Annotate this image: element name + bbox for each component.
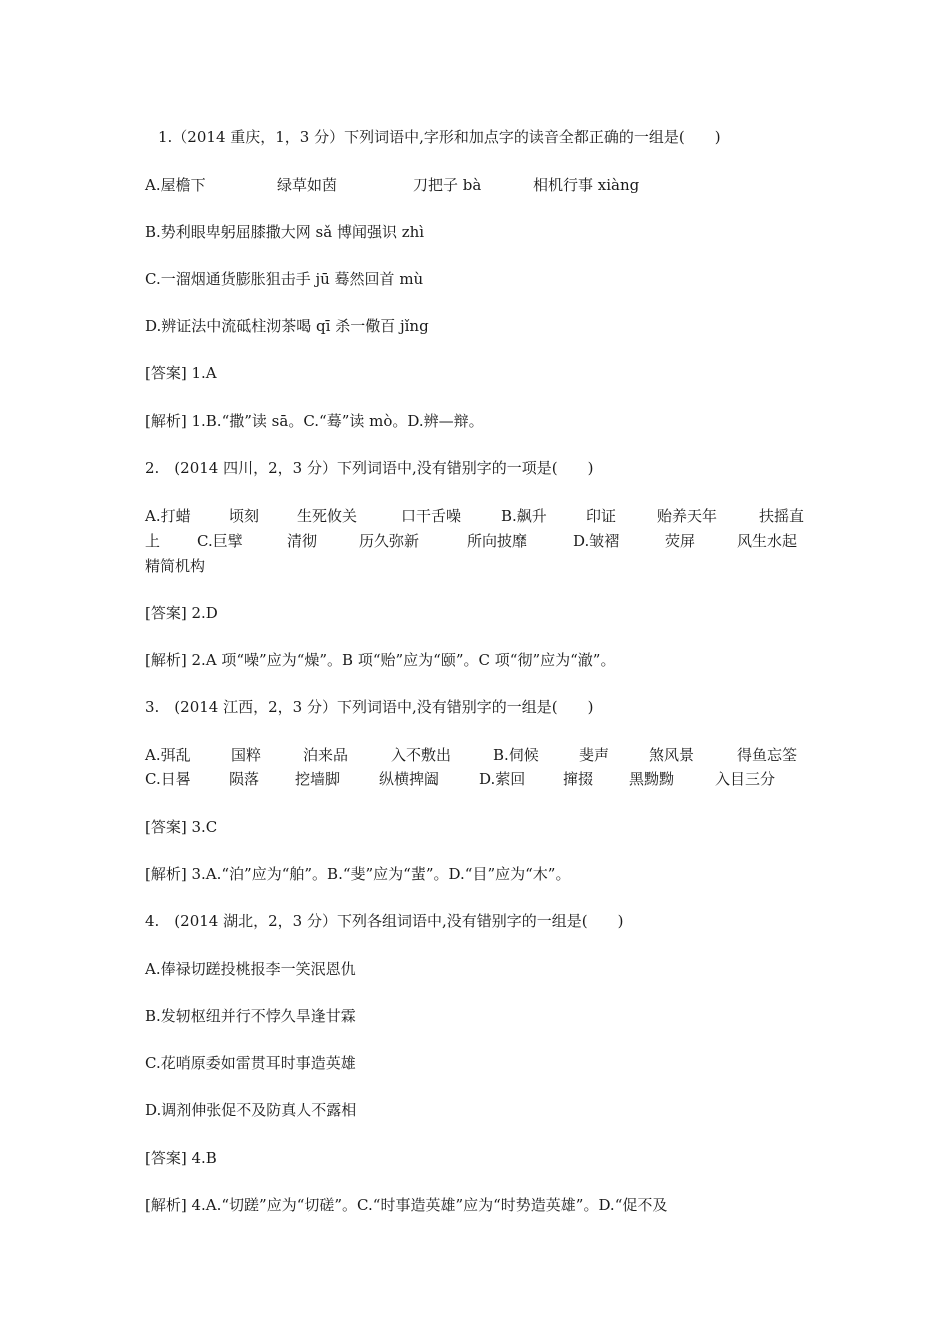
option-term: 上 — [145, 532, 161, 550]
question-2-analysis: [解析] 2.A 项“噪”应为“燥”。B 项“贻”应为“颐”。C 项“彻”应为“澈”。 — [145, 651, 616, 669]
option-term: 口干舌噪 — [401, 507, 462, 525]
option-term: D.萦回 — [479, 770, 526, 788]
option-term: A.屋檐下 — [145, 176, 206, 194]
option-term: 风生水起 — [737, 532, 798, 550]
option-term: 绿草如茵 — [277, 176, 338, 194]
option-term: 泊来品 — [303, 746, 349, 764]
option-term: 煞风景 — [649, 746, 695, 764]
question-2-answer: [答案] 2.D — [145, 604, 218, 622]
option-term: 顷刻 — [229, 507, 260, 525]
option-term: 黑黝黝 — [629, 770, 675, 788]
question-3-analysis: [解析] 3.A.“泊”应为“舶”。B.“斐”应为“蜚”。D.“目”应为“木”。 — [145, 865, 571, 883]
option-term: A.弭乱 — [145, 746, 191, 764]
question-4-answer: [答案] 4.B — [145, 1149, 217, 1167]
question-4-analysis: [解析] 4.A.“切蹉”应为“切磋”。C.“时事造英雄”应为“时势造英雄”。D.“促不及 — [145, 1196, 668, 1214]
question-3-title: 3. (2014 江西，2，3 分）下列词语中,没有错别字的一组是( ) — [145, 698, 594, 716]
option-term: 历久弥新 — [359, 532, 420, 550]
question-2-title: 2. (2014 四川，2，3 分）下列词语中,没有错别字的一项是( ) — [145, 459, 594, 477]
question-1-option-d: D.辨证法中流砥柱沏茶喝 qī 杀一儆百 jǐng — [145, 317, 429, 335]
option-term: 入不敷出 — [391, 746, 452, 764]
question-1-option-c: C.一溜烟通货膨胀狙击手 jū 蓦然回首 mù — [145, 270, 424, 288]
option-term: C.日晷 — [145, 770, 191, 788]
question-4-option-b: B.发轫枢纽并行不悖久旱逢甘霖 — [145, 1007, 356, 1025]
question-2-row-2 — [145, 531, 810, 551]
option-term: 贻养天年 — [657, 507, 718, 525]
question-1-option-a — [145, 175, 810, 195]
question-4-option-a: A.俸禄切蹉投桃报李一笑泯恩仇 — [145, 960, 356, 978]
question-4-option-d: D.调剂伸张促不及防真人不露相 — [145, 1101, 357, 1119]
option-term: 扶摇直 — [759, 507, 805, 525]
option-term: D.皱褶 — [573, 532, 620, 550]
option-term: 荧屏 — [665, 532, 696, 550]
question-4-option-c: C.花哨原委如雷贯耳时事造英雄 — [145, 1054, 356, 1072]
option-term: C.巨擘 — [197, 532, 243, 550]
question-4-title: 4. (2014 湖北，2，3 分）下列各组词语中,没有错别字的一组是( ) — [145, 912, 624, 930]
option-term: 刀把子 bà — [413, 176, 482, 194]
option-term: 斐声 — [579, 746, 610, 764]
question-1-option-b: B.势利眼卑躬屈膝撒大网 sǎ 博闻强识 zhì — [145, 223, 425, 241]
option-term: 国粹 — [231, 746, 262, 764]
question-1-answer: [答案] 1.A — [145, 364, 217, 382]
question-2-row-3: 精简机构 — [145, 557, 206, 575]
question-3-answer: [答案] 3.C — [145, 818, 218, 836]
question-3-row-2 — [145, 769, 810, 789]
option-term: 生死攸关 — [297, 507, 358, 525]
option-term: 印证 — [586, 507, 617, 525]
option-term: 撺掇 — [563, 770, 594, 788]
option-term: 纵横捭阖 — [379, 770, 440, 788]
option-term: 挖墙脚 — [295, 770, 341, 788]
option-term: 入目三分 — [715, 770, 776, 788]
option-term: 所向披靡 — [467, 532, 528, 550]
question-3-row-1 — [145, 745, 810, 765]
option-term: 相机行事 xiàng — [533, 176, 640, 194]
question-1-analysis: [解析] 1.B.“撒”读 sā。C.“蓦”读 mò。D.辨—辩。 — [145, 412, 484, 430]
option-term: B.飙升 — [501, 507, 547, 525]
option-term: B.伺候 — [493, 746, 539, 764]
option-term: A.打蜡 — [145, 507, 191, 525]
option-term: 清彻 — [287, 532, 318, 550]
option-term: 得鱼忘筌 — [737, 746, 798, 764]
question-1-title: 1.（2014 重庆，1，3 分）下列词语中,字形和加点字的读音全都正确的一组是( ) — [158, 128, 721, 146]
question-2-row-1 — [145, 506, 810, 526]
option-term: 陨落 — [229, 770, 260, 788]
